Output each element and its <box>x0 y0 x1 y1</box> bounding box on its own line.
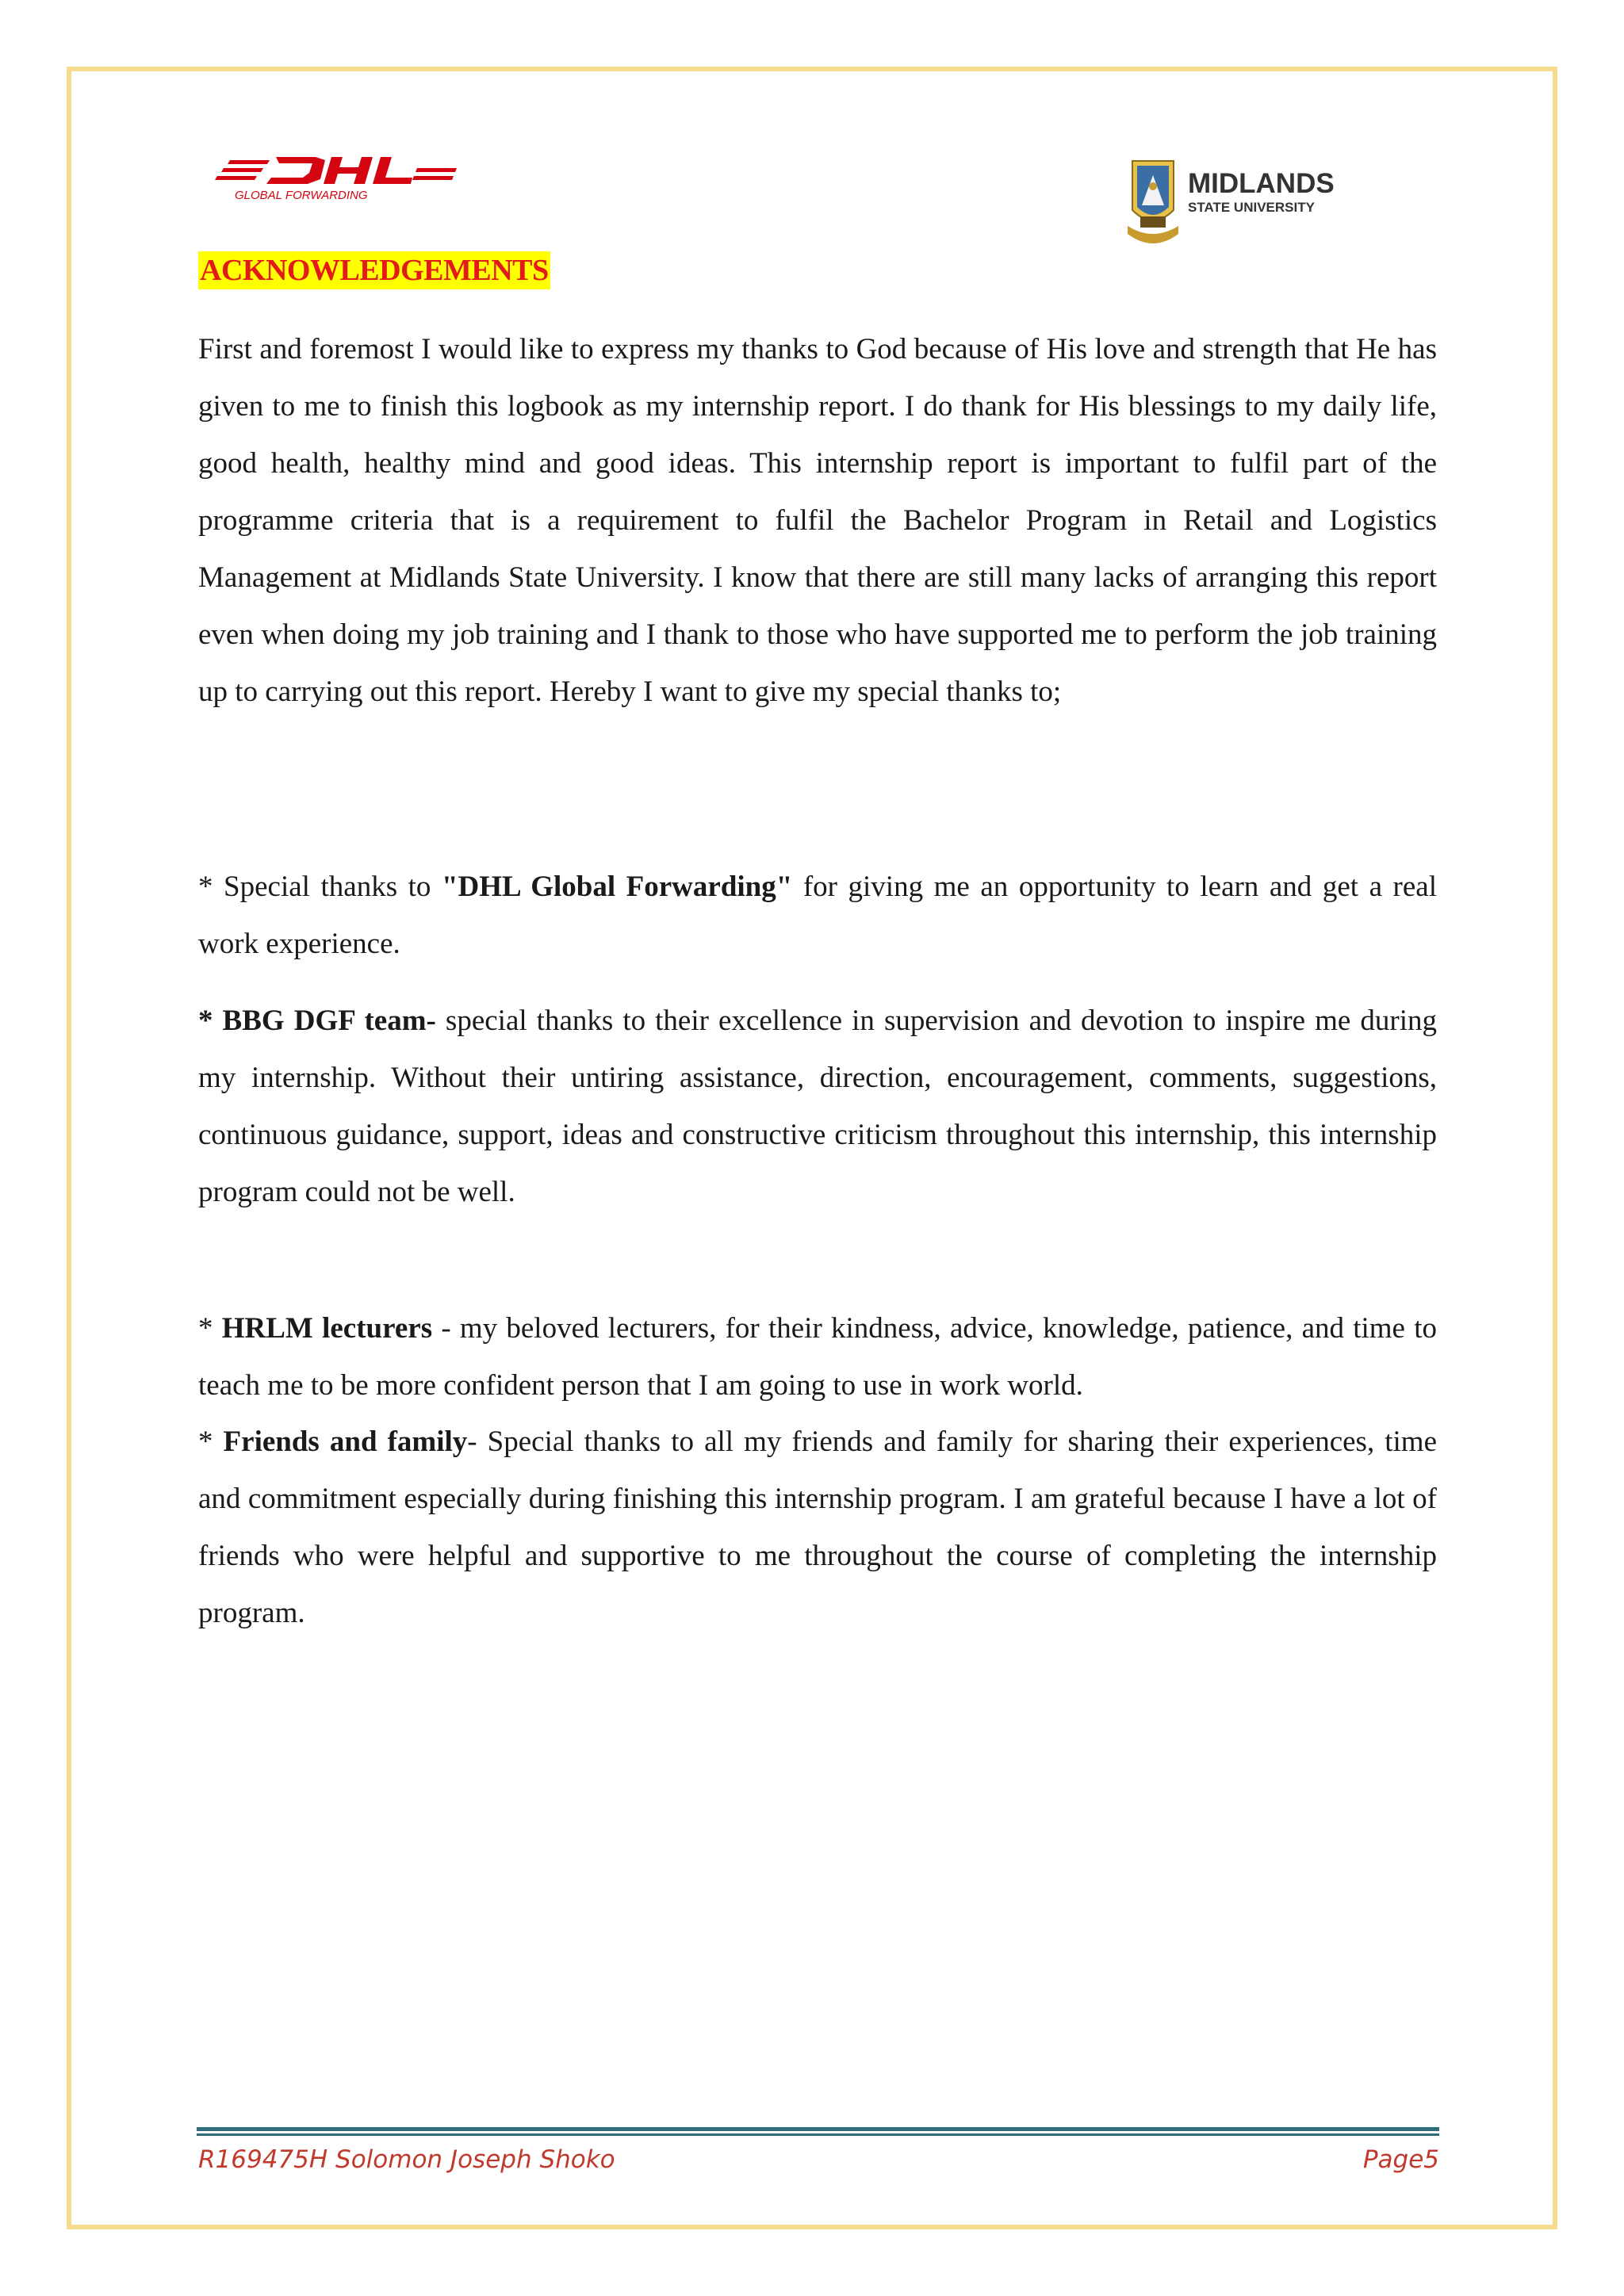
footer-rule <box>197 2127 1439 2138</box>
paragraph-family-name: Friends and family <box>223 1425 468 1458</box>
paragraph-family-thanks <box>198 1414 1437 1642</box>
paragraph-team-name: * BBG DGF team- <box>198 1004 436 1037</box>
paragraph-dhl-text: for giving me an opportunity to learn and get a real work experience. <box>198 871 1437 960</box>
msu-crest-icon <box>1128 161 1178 243</box>
paragraph-team-thanks <box>198 993 1437 1221</box>
footer-page-number: Page5 <box>1362 2145 1439 2174</box>
paragraph-dhl-thanks <box>198 859 1437 973</box>
footer-author: R169475H Solomon Joseph Shoko <box>198 2145 615 2174</box>
paragraph-lecturers-name: HRLM lecturers <box>221 1312 433 1345</box>
paragraph-team-text: special thanks to their excellence in supervision and devotion to inspire me during my internship. Without their untiring assistance, direction, encouragement, comments, suggestions, continuous guidance, support, ideas and constructive criticism throughout this internship, this internship program could not be well. <box>198 1004 1437 1208</box>
paragraph-lecturers-thanks <box>198 1300 1437 1414</box>
paragraph-dhl-name: "DHL Global Forwarding" <box>441 871 793 903</box>
paragraph-family-text: - Special thanks to all my friends and family for sharing their experiences, time and commitment especially during finishing this internship program. I am grateful because I have a lot of friends who were helpful and supportive to me throughout the course of completing the internship program. <box>198 1425 1437 1629</box>
msu-logo <box>1124 155 1354 258</box>
paragraph-lecturers-text: - my beloved lecturers, for their kindness, advice, knowledge, patience, and time to teach me to be more confident person that I am going to use in work world. <box>198 1312 1437 1402</box>
paragraph-dhl-prefix: * Special thanks to <box>198 871 442 903</box>
msu-logo-name: MIDLANDS <box>1188 168 1335 199</box>
page-title: ACKNOWLEDGEMENTS <box>198 251 550 289</box>
paragraph-lecturers-prefix: * <box>198 1312 222 1345</box>
msu-logo-subtitle: STATE UNIVERSITY <box>1188 200 1315 215</box>
dhl-logo-subtitle: GLOBAL FORWARDING <box>235 189 368 202</box>
paragraph-family-prefix: * <box>198 1425 224 1458</box>
dhl-logo <box>214 149 460 205</box>
paragraph-intro: First and foremost I would like to express my thanks to God because of His love and strength that He has given to me to finish this logbook as my internship report. I do thank for His blessings to my daily life, good health, healthy mind and good ideas. This internship report is important to fulfil part of the programme criteria that is a requirement to fulfil the Bachelor Program in Retail and Logistics Management at Midlands State University. I know that there are still many lacks of arranging this report even when doing my job training and I thank to those who have supported me to perform the job training up to carrying out this report. Hereby I want to give my special thanks to; <box>198 333 1437 708</box>
